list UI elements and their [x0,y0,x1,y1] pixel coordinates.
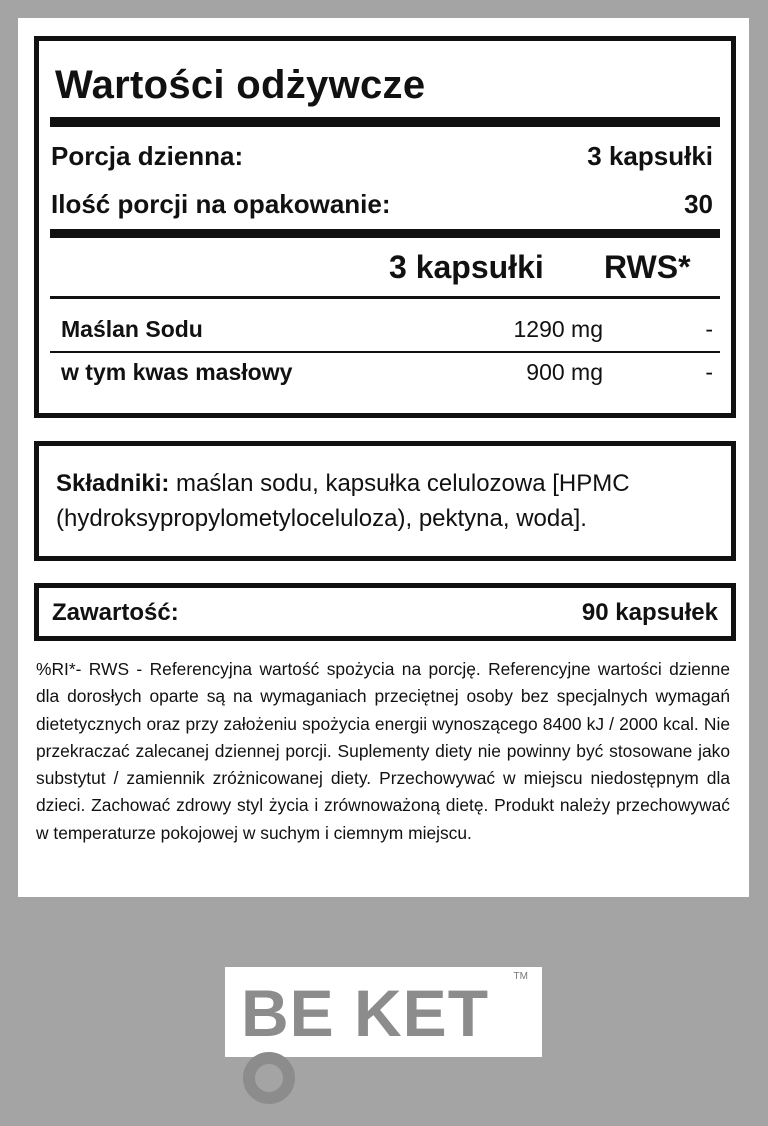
servings-row [51,189,713,220]
daily-portion-label: Porcja dzienna: [51,141,244,171]
servings-value: 30 [684,189,713,219]
nutrient-rws: - [705,316,713,342]
thick-divider [50,229,720,238]
brand-logo [225,967,542,1057]
nutrient-name: w tym kwas masłowy [61,359,293,385]
trademark-mark: TM [513,971,528,982]
column-header-rws: RWS* [604,249,691,285]
nutrient-amount: 1290 mg [513,316,603,342]
nutrition-facts-box [34,36,736,418]
nutrition-title: Wartości odżywcze [55,63,426,107]
ingredients-list: maślan sodu, kapsułka celulozowa [HPMC (hydroksypropylometyloceluloza), pektyna, woda]. [56,470,630,532]
nutrient-rws: - [705,359,713,385]
contents-value: 90 kapsułek [581,599,718,626]
daily-portion-row [51,141,713,172]
contents-label: Zawartość: [52,599,179,626]
daily-portion-value: 3 kapsułki [587,141,713,171]
ingredients-box [34,441,736,561]
logo-wordmark: BE KET [241,980,542,1112]
row-divider [50,351,720,353]
servings-label: Ilość porcji na opakowanie: [51,189,391,219]
contents-row [52,599,718,627]
logo-o-circle [243,1052,295,1104]
contents-box [34,583,736,641]
label-sheet [18,18,749,897]
ingredients-label: Składniki: [56,470,170,497]
nutrient-name: Maślan Sodu [61,316,203,342]
thick-divider [50,117,720,127]
table-divider [50,296,720,299]
column-header-amount: 3 kapsułki [389,249,544,285]
ingredients-text [56,466,711,536]
footnote-text: %RI*- RWS - Referencyjna wartość spożycia na porcję. Referencyjne wartości dzienne dla dorosłych oparte są na wymaganiach przeciętnej osoby bez specjalnych wymagań dietetycznych oraz przy założeniu spożycia energii wynoszącego 8400 kJ / 2000 kcal. Nie przekraczać zalecanej dziennej porcji. Suplementy diety nie powinny być stosowane jako substytut / zamiennik zróżnicowanej diety. Przechowywać w miejscu niedostępnym dla dzieci. Zachować zdrowy styl życia i zrównoważoną dietę. Produkt należy przechowywać w temperaturze pokojowej w suchym i ciemnym miejscu. [36,659,730,843]
nutrient-amount: 900 mg [526,359,603,385]
